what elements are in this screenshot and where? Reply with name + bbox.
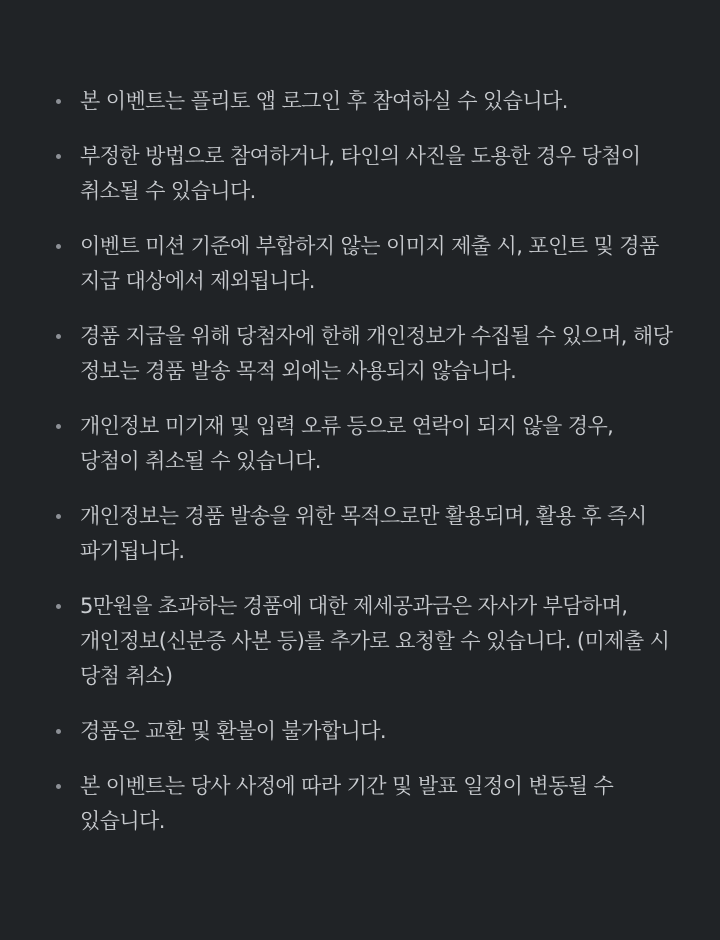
notice-item: [52, 139, 676, 209]
bullet-icon: [56, 154, 61, 159]
notice-item: [52, 229, 676, 299]
notice-item: [52, 714, 676, 749]
notice-text: 부정한 방법으로 참여하거나, 타인의 사진을 도용한 경우 당첨이 취소될 수 있습니다.: [80, 144, 641, 203]
event-notice-list: [52, 84, 676, 859]
notice-text: 이벤트 미션 기준에 부합하지 않는 이미지 제출 시, 포인트 및 경품 지급 대상에서 제외됩니다.: [80, 234, 659, 293]
notice-text: 개인정보는 경품 발송을 위한 목적으로만 활용되며, 활용 후 즉시 파기됩니다.: [80, 504, 647, 563]
bullet-icon: [56, 784, 61, 789]
notice-text: 경품 지급을 위해 당첨자에 한해 개인정보가 수집될 수 있으며, 해당 정보는 경품 발송 목적 외에는 사용되지 않습니다.: [80, 324, 673, 383]
notice-item: [52, 409, 676, 479]
bullet-icon: [56, 244, 61, 249]
notice-text: 경품은 교환 및 환불이 불가합니다.: [80, 719, 386, 743]
bullet-icon: [56, 99, 61, 104]
notice-item: [52, 319, 676, 389]
bullet-icon: [56, 729, 61, 734]
notice-text: 본 이벤트는 당사 사정에 따라 기간 및 발표 일정이 변동될 수 있습니다.: [80, 774, 614, 833]
notice-item: [52, 769, 676, 839]
notice-item: [52, 499, 676, 569]
notice-item: [52, 84, 676, 119]
bullet-icon: [56, 604, 61, 609]
bullet-icon: [56, 334, 61, 339]
notice-text: 5만원을 초과하는 경품에 대한 제세공과금은 자사가 부담하며, 개인정보(신분증 사본 등)를 추가로 요청할 수 있습니다. (미제출 시 당첨 취소): [80, 594, 670, 688]
bullet-icon: [56, 424, 61, 429]
notice-text: 본 이벤트는 플리토 앱 로그인 후 참여하실 수 있습니다.: [80, 89, 568, 113]
bullet-icon: [56, 514, 61, 519]
notice-item: [52, 589, 676, 694]
notice-text: 개인정보 미기재 및 입력 오류 등으로 연락이 되지 않을 경우, 당첨이 취소될 수 있습니다.: [80, 414, 614, 473]
